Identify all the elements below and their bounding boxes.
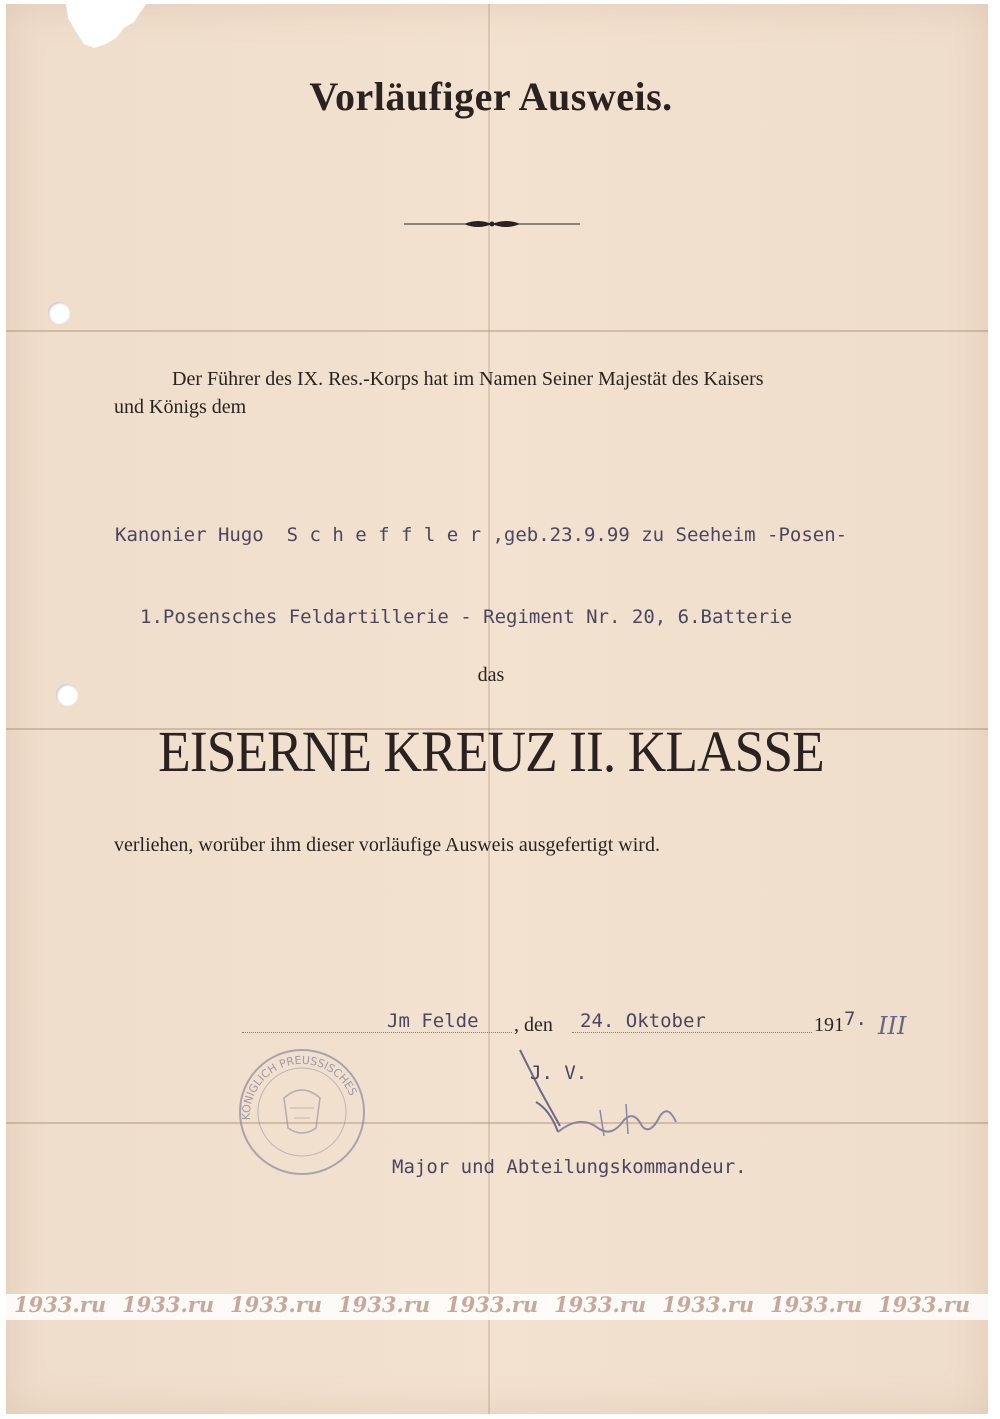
year-prefix: 191 (814, 1014, 844, 1036)
watermark-text: 1933.ru (770, 1292, 863, 1317)
fold-line (6, 1122, 988, 1124)
watermark-text: 1933.ru (14, 1292, 107, 1317)
year-handwritten: III (878, 1012, 907, 1040)
watermark-text: 1933.ru (554, 1292, 647, 1317)
das-word: das (477, 664, 505, 686)
torn-corner (6, 4, 146, 64)
watermark-text: 1933.ru (338, 1292, 431, 1317)
punch-hole (56, 684, 78, 706)
document-title: Vorläufiger Ausweis. (309, 74, 673, 119)
watermark-text: 1933.ru (662, 1292, 755, 1317)
date: 24. Oktober (580, 1010, 706, 1032)
intro-line-2: und Königs dem (114, 396, 247, 418)
date-dotted-line (572, 1032, 812, 1033)
official-seal-stamp (232, 1042, 372, 1182)
watermark-text: 1933.ru (230, 1292, 323, 1317)
watermark-text: 1933.ru (446, 1292, 539, 1317)
watermark-text: 1933.ru (122, 1292, 215, 1317)
fold-line (6, 330, 988, 332)
watermark-text: 1933.ru (878, 1292, 971, 1317)
ornament-divider (402, 214, 582, 234)
den-word: , den (514, 1014, 553, 1036)
officer-position: Major und Abteilungskommandeur. (392, 1156, 747, 1178)
signature (500, 1040, 700, 1150)
conferred-line: verliehen, worüber ihm dieser vorläufige Ausweis ausgefertigt wird. (114, 834, 660, 856)
seal-text: KÖNIGLICH PREUSSISCHES (239, 1053, 360, 1121)
punch-hole (48, 302, 70, 324)
recipient-line: Kanonier Hugo S c h e f f l e r ,geb.23.9.99 zu Seeheim -Posen- (115, 524, 848, 546)
place: Jm Felde (387, 1010, 479, 1032)
place-dotted-line (242, 1032, 512, 1033)
year-suffix: 7. (844, 1008, 867, 1030)
award-heading: EISERNE KREUZ II. KLASSE (158, 719, 824, 784)
jv-mark: J. V. (530, 1062, 588, 1084)
intro-line-1: Der Führer des IX. Res.-Korps hat im Namen Seiner Majestät des Kaisers (172, 368, 764, 390)
unit-line: 1.Posensches Feldartillerie - Regiment Nr. 20, 6.Batterie (140, 606, 793, 628)
